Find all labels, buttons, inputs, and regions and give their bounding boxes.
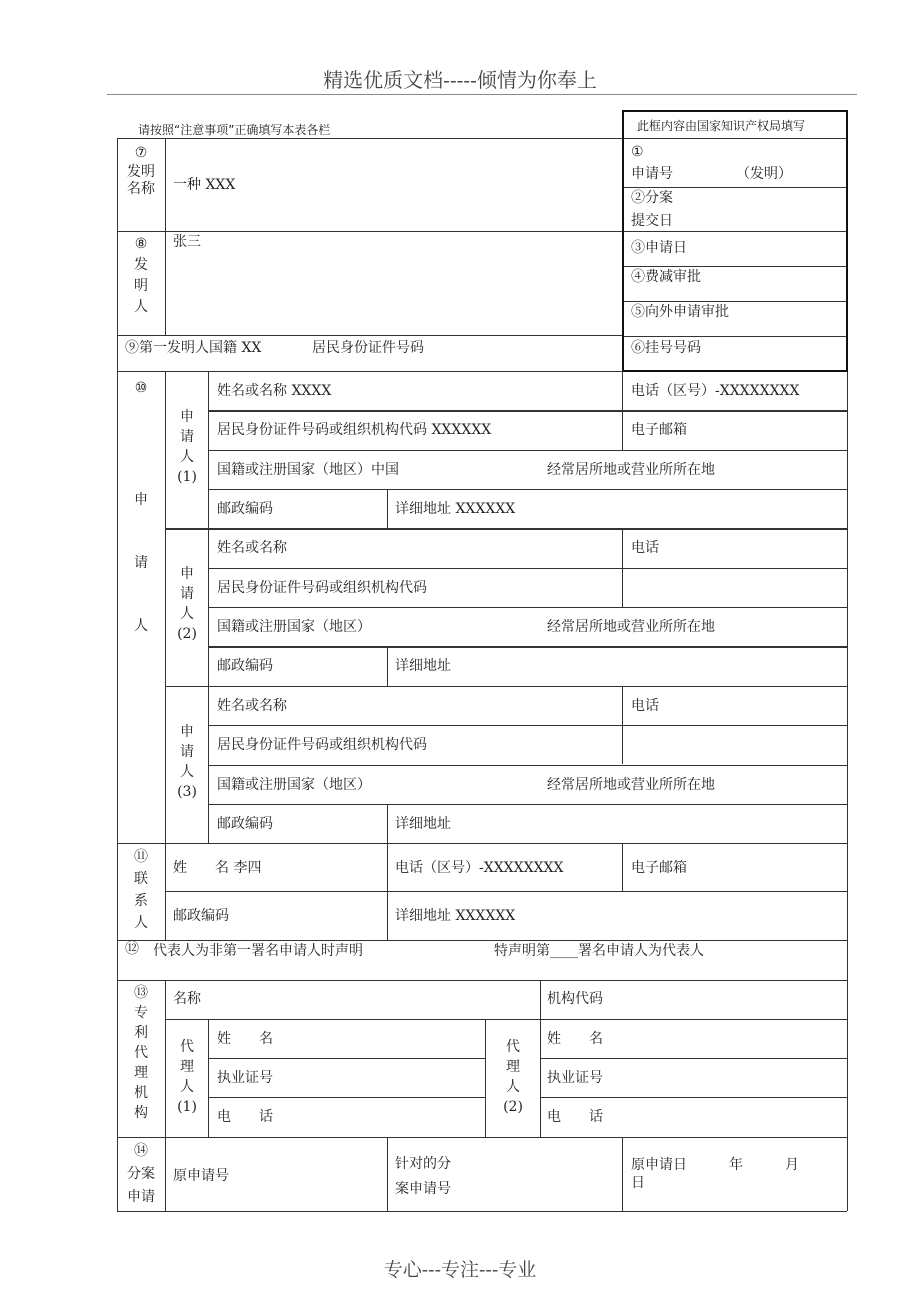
grid-line xyxy=(540,1058,847,1059)
grid-line xyxy=(117,1211,847,1212)
applicant-name-field[interactable]: 姓名或名称 xyxy=(217,697,287,714)
grid-line xyxy=(165,138,166,335)
grid-line xyxy=(540,1097,847,1098)
nationality-field[interactable]: ⑨第一发明人国籍 XX xyxy=(125,340,262,356)
grid-line xyxy=(208,450,847,451)
instruction: 请按照“注意事项”正确填写本表各栏 xyxy=(138,123,331,137)
grid-line xyxy=(622,1137,623,1211)
applicant-email-field[interactable]: 电子邮箱 xyxy=(631,422,687,439)
applicant-3-label: 申请人 (3) xyxy=(177,723,197,800)
application-type: （发明） xyxy=(736,166,792,182)
inventor-field[interactable]: 张三 xyxy=(173,234,201,250)
header-rule xyxy=(107,94,857,95)
applicant-id-field[interactable]: 居民身份证件号码或组织机构代码 XXXXXX xyxy=(217,422,492,439)
agent-2-label: 代理人 (2) xyxy=(503,1039,523,1115)
applicant-address-field[interactable]: 详细地址 xyxy=(395,815,451,832)
grid-line xyxy=(165,891,847,892)
grid-line xyxy=(387,1137,388,1211)
applicant-id-field[interactable]: 居民身份证件号码或组织机构代码 xyxy=(217,737,427,754)
grid-line xyxy=(208,646,847,647)
applicant-postcode-field[interactable]: 邮政编码 xyxy=(217,501,273,518)
applicant-id-field[interactable]: 居民身份证件号码或组织机构代码 xyxy=(217,579,427,596)
agency-code-field[interactable]: 机构代码 xyxy=(547,991,603,1007)
agent-1-name-field[interactable]: 姓 名 xyxy=(217,1031,273,1047)
applicant-phone-field[interactable]: 电话 xyxy=(631,540,659,557)
grid-line xyxy=(208,804,847,805)
invention-title-field[interactable]: 一种 XXX xyxy=(173,177,236,193)
divisional-label: ②分案 xyxy=(631,190,673,206)
grid-line xyxy=(117,138,622,139)
application-number-label: 申请号 xyxy=(631,166,673,182)
agency-label: ⑬ 专利代理机构 xyxy=(134,985,148,1121)
agent-1-license-field[interactable]: 执业证号 xyxy=(217,1070,273,1086)
target-divisional-label-b[interactable]: 案申请号 xyxy=(395,1181,451,1197)
applicant-address-field[interactable]: 详细地址 XXXXXX xyxy=(395,501,516,518)
original-application-number-field[interactable]: 原申请号 xyxy=(173,1168,229,1184)
representative-statement[interactable]: 特声明第____署名申请人为代表人 xyxy=(494,943,704,959)
grid-line xyxy=(208,1058,485,1059)
grid-line xyxy=(387,646,388,685)
applicant-residence-field[interactable]: 经常居所地或营业所所在地 xyxy=(547,776,715,793)
grid-line xyxy=(117,843,847,844)
applicant-name-field[interactable]: 姓名或名称 XXXX xyxy=(217,383,332,399)
agent-1-label: 代理人 (1) xyxy=(177,1039,197,1115)
contact-address-field[interactable]: 详细地址 XXXXXX xyxy=(395,908,516,924)
page-footer: 专心---专注---专业 xyxy=(383,1259,537,1281)
grid-line xyxy=(208,725,847,726)
agent-1-phone-field[interactable]: 电 话 xyxy=(217,1109,273,1125)
contact-email-field[interactable]: 电子邮箱 xyxy=(631,860,687,876)
filing-date-label: ③申请日 xyxy=(631,240,687,256)
representative-num: ⑫ xyxy=(125,941,139,957)
original-filing-date-field[interactable]: 原申请日 年 月 xyxy=(631,1157,799,1173)
grid-line xyxy=(208,765,847,766)
contact-label: ⑪ 联系人 xyxy=(134,849,148,931)
applicant-residence-field[interactable]: 经常居所地或营业所所在地 xyxy=(547,461,715,478)
grid-line xyxy=(117,1137,847,1138)
representative-text: 代表人为非第一署名申请人时声明 xyxy=(153,943,363,959)
field-num: ① xyxy=(631,144,644,160)
grid-line xyxy=(117,980,847,981)
contact-name-field[interactable]: 姓 名 李四 xyxy=(173,860,262,876)
applicant-residence-field[interactable]: 经常居所地或营业所所在地 xyxy=(547,619,715,636)
contact-postcode-field[interactable]: 邮政编码 xyxy=(173,908,229,924)
grid-line xyxy=(387,804,388,843)
applicants-label: ⑩ 申请人 xyxy=(134,380,148,634)
submit-date-label: 提交日 xyxy=(631,213,673,229)
id-number-label: 居民身份证件号码 xyxy=(312,340,424,356)
grid-line xyxy=(208,410,847,411)
office-box-title: 此框内容由国家知识产权局填写 xyxy=(637,119,806,133)
applicant-country-field[interactable]: 国籍或注册国家（地区）中国 xyxy=(217,461,399,478)
grid-line xyxy=(165,528,847,529)
original-filing-day: 日 xyxy=(631,1175,645,1191)
applicant-2-label: 申请人 (2) xyxy=(177,566,197,643)
registered-number-label: ⑥挂号号码 xyxy=(631,340,701,356)
applicant-address-field[interactable]: 详细地址 xyxy=(395,658,451,675)
applicant-postcode-field[interactable]: 邮政编码 xyxy=(217,815,273,832)
grid-line xyxy=(387,489,388,528)
agent-2-phone-field[interactable]: 电 话 xyxy=(547,1109,603,1125)
grid-line xyxy=(208,1019,209,1137)
grid-line xyxy=(387,843,388,940)
applicant-name-field[interactable]: 姓名或名称 xyxy=(217,540,287,557)
contact-phone-field[interactable]: 电话（区号）-XXXXXXXX xyxy=(395,860,564,876)
grid-line xyxy=(847,371,848,1211)
inventor-label: ⑧ 发明人 xyxy=(134,236,148,315)
grid-line xyxy=(208,489,847,490)
applicant-postcode-field[interactable]: 邮政编码 xyxy=(217,658,273,675)
target-divisional-label-a: 针对的分 xyxy=(395,1156,451,1172)
grid-line xyxy=(622,843,623,891)
grid-line xyxy=(622,371,623,450)
applicant-country-field[interactable]: 国籍或注册国家（地区） xyxy=(217,619,371,636)
grid-line xyxy=(117,335,622,336)
grid-line xyxy=(165,1019,847,1020)
foreign-filing-label: ⑤向外申请审批 xyxy=(631,304,729,320)
applicant-phone-field[interactable]: 电话（区号）-XXXXXXXX xyxy=(631,383,800,399)
grid-line xyxy=(208,568,847,569)
applicant-1-label: 申请人 (1) xyxy=(177,409,197,485)
agent-2-license-field[interactable]: 执业证号 xyxy=(547,1070,603,1086)
agent-2-name-field[interactable]: 姓 名 xyxy=(547,1031,603,1047)
grid-line xyxy=(165,686,847,687)
grid-line xyxy=(622,686,623,765)
grid-line xyxy=(622,528,623,607)
agency-name-field[interactable]: 名称 xyxy=(173,991,201,1007)
grid-line xyxy=(208,607,847,608)
applicant-country-field[interactable]: 国籍或注册国家（地区） xyxy=(217,776,371,793)
grid-line xyxy=(208,1097,485,1098)
divisional-label: ⑭ 分案申请 xyxy=(127,1143,155,1205)
fee-reduction-label: ④费减审批 xyxy=(631,269,701,285)
page-header: 精选优质文档-----倾情为你奉上 xyxy=(323,68,597,92)
invention-label: ⑦ 发明名称 xyxy=(127,145,155,197)
applicant-phone-field[interactable]: 电话 xyxy=(631,697,659,714)
